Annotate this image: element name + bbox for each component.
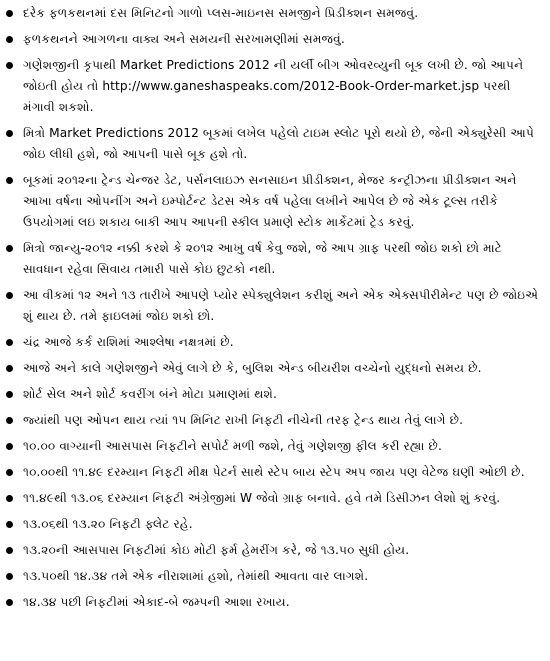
list-item: [6, 170, 542, 233]
list-item-text: બૂકમાં ૨૦૧૨ના ટ્રેન્ડ ચેન્જર ડેટ, પર્સનલાઇઝ સનસાઇન પ્રીડીક્શન, મેજર કન્ટ્રીઝના પ્રીડીક્શન અને આખા વર્ષના ઓપનીંગ અને ઇમ્પોર્ટન્ટ ડેટસ એક વર્ષ પહેલા લખીને આપેલ છે જે એક ટૂલ્સ તરીકે ઉપયોગમાં લઇ શકાય બાકી આપ આપની સ્કીલ પ્રમાણે સ્ટોક માર્કેટમાં ટ્રેડ કરવું.: [23, 173, 517, 229]
list-item-text: ફળકથનને આગળના વાક્ય અને સમયની સરખામણીમાં સમજવું.: [23, 32, 345, 46]
list-item: [6, 29, 542, 50]
bullet-dot-icon: [6, 547, 13, 554]
bullet-dot-icon: [6, 443, 13, 450]
list-item: [6, 238, 542, 280]
list-item: [6, 540, 542, 561]
list-item: [6, 488, 542, 509]
bullet-dot-icon: [6, 521, 13, 528]
bullet-dot-icon: [6, 469, 13, 476]
list-item: [6, 55, 542, 118]
list-item-text: મિત્રો Market Predictions 2012 બૂકમાં લખેલ પહેલો ટાઇમ સ્લોટ પૂરો થયો છે, જેની એક્યુરેસી આપે જોઇ લીધી હશે, જો આપની પાસે બૂક હશે તો.: [23, 126, 534, 161]
list-item: [6, 384, 542, 405]
bullet-dot-icon: [6, 391, 13, 398]
list-item: [6, 514, 542, 535]
bullet-list: [6, 3, 542, 613]
list-item: [6, 462, 542, 483]
bullet-dot-icon: [6, 130, 13, 137]
list-item-text: ૧૦.૦૦ વાગ્યાની આસપાસ નિફટીને સપોર્ટ મળી જશે, તેવું ગણેશજી ફીલ કરી રહ્યા છે.: [23, 439, 442, 453]
list-item: [6, 566, 542, 587]
bullet-dot-icon: [6, 177, 13, 184]
bullet-dot-icon: [6, 417, 13, 424]
bullet-dot-icon: [6, 245, 13, 252]
list-item-text: શોર્ટ સેલ અને શોર્ટ કવરીંગ બંને મોટા પ્રમાણમાં થશે.: [23, 387, 278, 401]
list-item-text: આજે અને કાલે ગણેશજીને એવું લાગે છે કે, બુલિશ એન્ડ બીયરીશ વચ્ચેનો યુદ્ધનો સમય છે.: [23, 361, 482, 375]
bullet-dot-icon: [6, 292, 13, 299]
list-item-text: ૧૩.૦૬થી ૧૩.૨૦ નિફટી ફ્લેટ રહે.: [23, 517, 193, 531]
bullet-dot-icon: [6, 36, 13, 43]
list-item: [6, 592, 542, 613]
bullet-dot-icon: [6, 495, 13, 502]
bullet-dot-icon: [6, 339, 13, 346]
list-item-text: મિત્રો જાન્યુ-૨૦૧૨ નક્કી કરશે કે ૨૦૧૨ આખુ વર્ષ કેવુ જશે, જે આપ ગ્રાફ પરથી જોઇ શકો છો માટે સાવધાન રહેવા સિવાય તમારી પાસે કોઇ છુટકો નથી.: [23, 241, 502, 276]
list-item-text: ૧૪.૩૪ પછી નિફટીમાં એકાદ-બે જમ્પની આશા રખાય.: [23, 595, 290, 609]
list-item-text: આ વીકમાં ૧૨ અને ૧૩ તારીખે આપણે પ્યોર સ્પેક્યુલેશન કરીશું અને એક એક્સપીરીમેન્ટ પણ છે જોઇએ શું થાય છે. તમે ફાઇલમાં જોઇ શકો છો.: [23, 288, 539, 323]
list-item-text: ચંદ્ર આજે કર્ક રાશિમાં આશ્લેષા નક્ષત્રમાં છે.: [23, 335, 234, 349]
list-item: [6, 358, 542, 379]
list-item-text: ૧૩.૨૦ની આસપાસ નિફટીમાં કોઇ મોટી ફર્મ હેમરીંગ કરે, જે ૧૩.૫૦ સુધી હોય.: [23, 543, 410, 557]
list-item: [6, 436, 542, 457]
bullet-dot-icon: [6, 62, 13, 69]
list-item-text: ૧૩.૫૦થી ૧૪.૩૪ તમે એક નીરાશામાં હશો, તેમાંથી આવતા વાર લાગશે.: [23, 569, 369, 583]
bullet-dot-icon: [6, 573, 13, 580]
bullet-dot-icon: [6, 365, 13, 372]
list-item-text: ૧૧.૪૯થી ૧૩.૦૬ દરમ્યાન નિફટી અંગ્રેજીમાં W જેવો ગ્રાફ બનાવે. હવે તમે ડિસીઝન લેશો શું કરવું.: [23, 491, 501, 505]
list-item: [6, 3, 542, 24]
list-item: [6, 285, 542, 327]
list-item-text: ગણેશજીની કૃપાથી Market Predictions 2012 ની યર્લી બીગ ઓવરવ્યુની બૂક લખી છે. જો આપને જોઇતી હોય તો http://www.ganeshaspeaks.com/2012-Book-Order-market.jsp પરથી મંગાવી શકશો.: [23, 58, 524, 114]
list-item: [6, 410, 542, 431]
list-item-text: દરેક ફળકથનમાં દસ મિનિટનો ગાળો પ્લસ-માઇનસ સમજીને પ્રિડીક્શન સમજવું.: [23, 6, 419, 20]
list-item: [6, 332, 542, 353]
list-item: [6, 123, 542, 165]
bullet-dot-icon: [6, 599, 13, 606]
list-item-text: જ્યાંથી પણ ઓપન થાય ત્યાં ૧૫ મિનિટ રાખી નિફટી નીચેની તરફ ટ્રેન્ડ થાય તેવું લાગે છે.: [23, 413, 464, 427]
list-item-text: ૧૦.૦૦થી ૧૧.૪૯ દરમ્યાન નિફટી મીક્ષ પેટર્ન સાથે સ્ટેપ બાય સ્ટેપ અપ જાય પણ વેટેજ ઘણી ઓછી છે.: [23, 465, 525, 479]
bullet-dot-icon: [6, 10, 13, 17]
